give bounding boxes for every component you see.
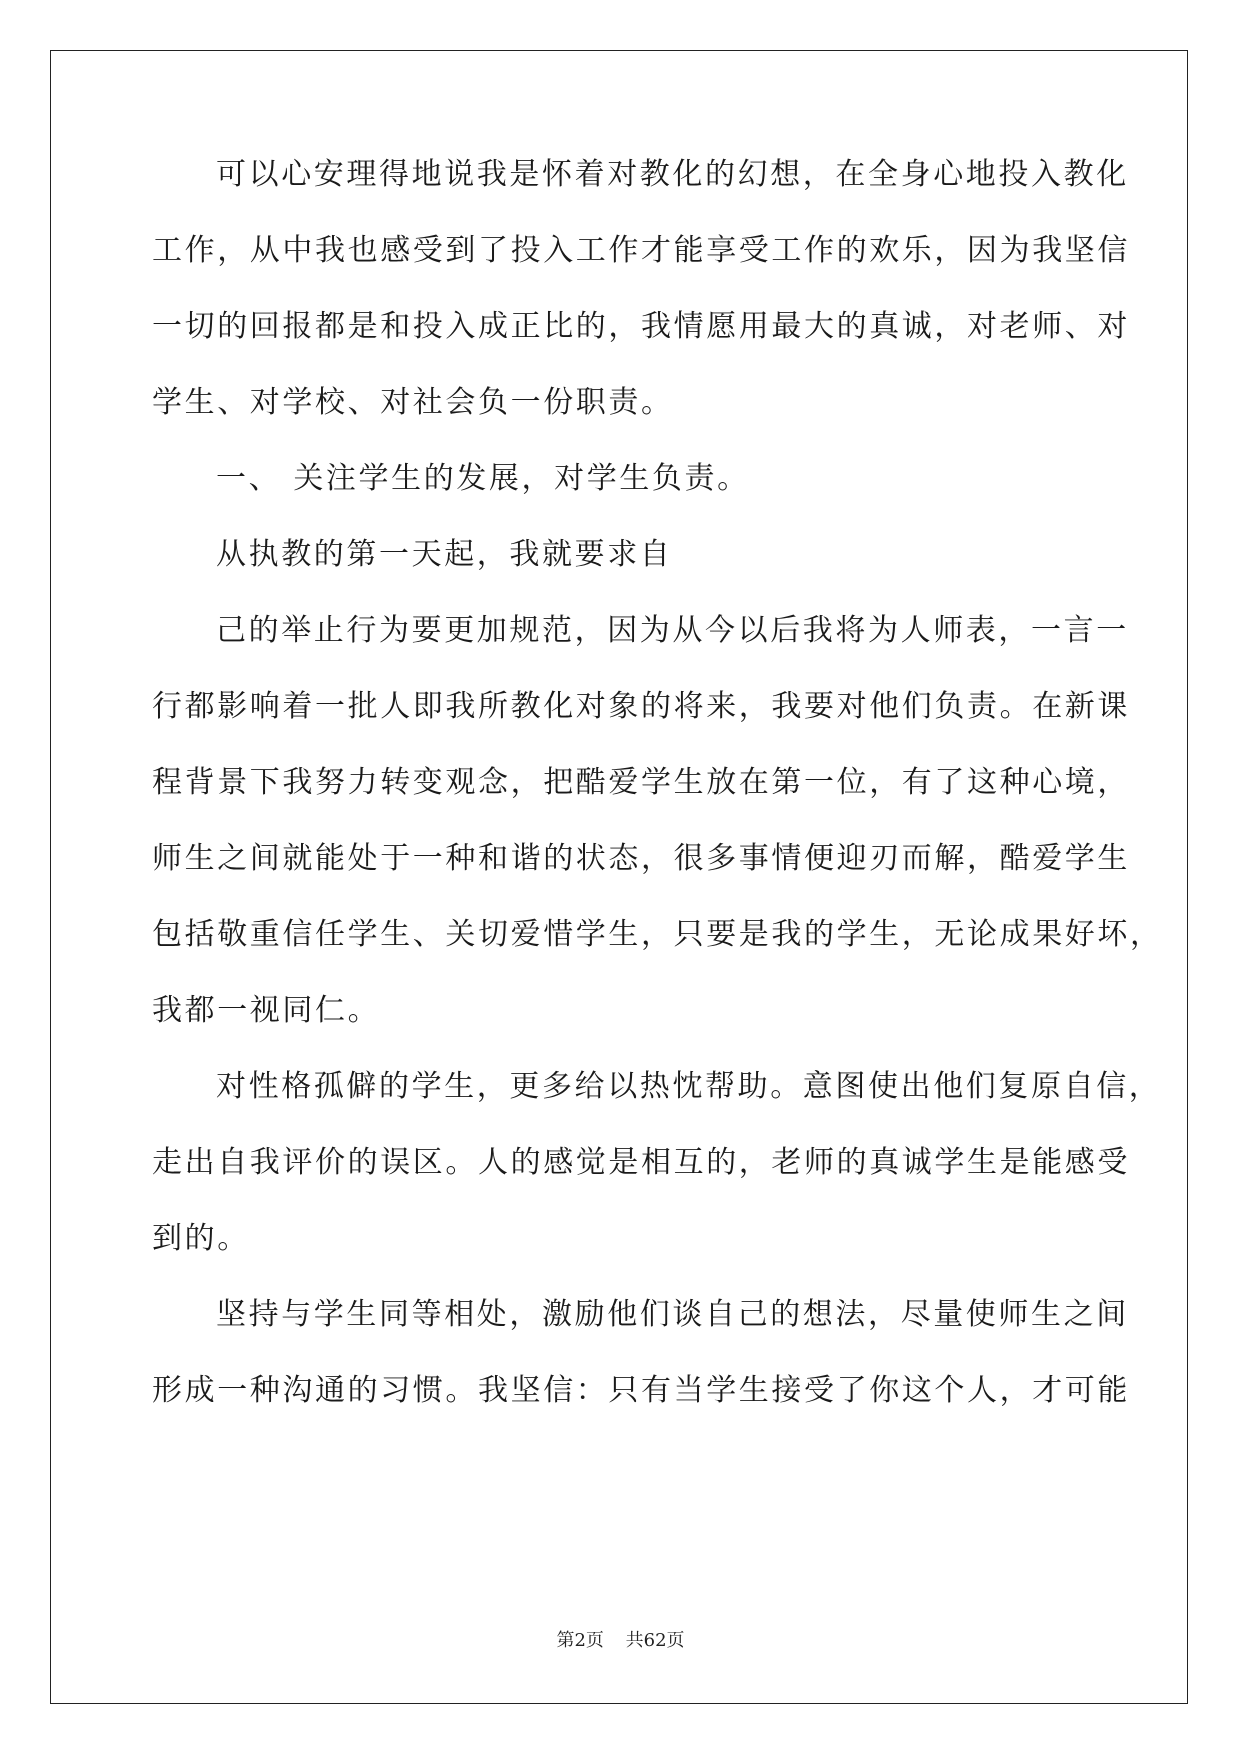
text-line: 形成一种沟通的习惯。我坚信：只有当学生接受了你这个人，才可能 — [152, 1373, 1130, 1408]
section-heading: 一、 关注学生的发展，对学生负责。 — [216, 461, 750, 496]
page-frame — [50, 50, 1188, 1704]
text-line: 师生之间就能处于一种和谐的状态，很多事情便迎刃而解，酷爱学生 — [152, 841, 1130, 876]
page-footer — [0, 1626, 1241, 1652]
text-line: 可以心安理得地说我是怀着对教化的幻想，在全身心地投入教化 — [216, 157, 1129, 192]
text-line: 对性格孤僻的学生，更多给以热忱帮助。意图使出他们复原自信， — [216, 1069, 1162, 1104]
page-total: 共62页 — [625, 1630, 685, 1651]
text-line: 行都影响着一批人即我所教化对象的将来，我要对他们负责。在新课 — [152, 689, 1130, 724]
text-line: 坚持与学生同等相处，激励他们谈自己的想法，尽量使师生之间 — [216, 1297, 1129, 1332]
text-line: 程背景下我努力转变观念，把酷爱学生放在第一位，有了这种心境， — [152, 765, 1130, 800]
text-line: 我都一视同仁。 — [152, 993, 381, 1028]
text-line: 到的。 — [152, 1221, 250, 1256]
text-line: 包括敬重信任学生、关切爱惜学生，只要是我的学生，无论成果好坏， — [152, 917, 1163, 952]
text-line: 学生、对学校、对社会负一份职责。 — [152, 385, 674, 420]
text-line: 一切的回报都是和投入成正比的，我情愿用最大的真诚，对老师、对 — [152, 309, 1130, 344]
page-number: 第2页 — [556, 1630, 604, 1651]
text-line: 工作，从中我也感受到了投入工作才能享受工作的欢乐，因为我坚信 — [152, 233, 1130, 268]
text-line: 从执教的第一天起，我就要求自 — [216, 537, 673, 572]
text-line: 走出自我评价的误区。人的感觉是相互的，老师的真诚学生是能感受 — [152, 1145, 1130, 1180]
text-line: 己的举止行为要更加规范，因为从今以后我将为人师表，一言一 — [216, 613, 1129, 648]
